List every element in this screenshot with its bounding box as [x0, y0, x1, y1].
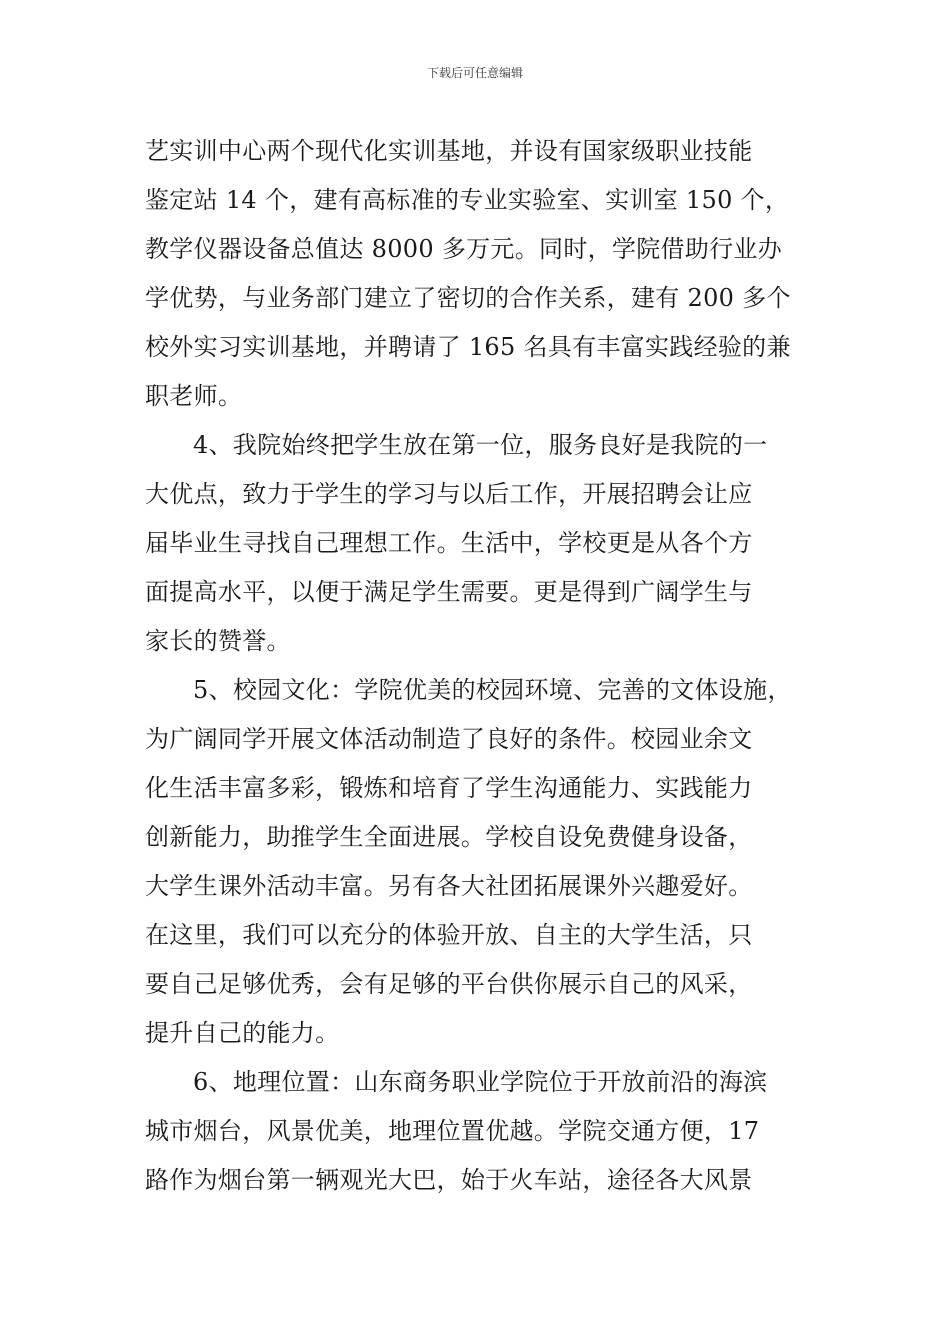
page-header: 下载后可任意编辑	[426, 66, 523, 80]
paragraph-first-line: 6、地理位置：山东商务职业学院位于开放前沿的海滨	[193, 1068, 768, 1096]
text-line: 城市烟台，风景优美，地理位置优越。学院交通方便，17	[145, 1117, 760, 1145]
text-line: 教学仪器设备总值达 8000 多万元。同时，学院借助行业办	[145, 235, 783, 263]
text-line: 艺实训中心两个现代化实训基地，并设有国家级职业技能	[145, 137, 753, 165]
text-line: 为广阔同学开展文体活动制造了良好的条件。校园业余文	[145, 725, 753, 753]
text-line: 学优势，与业务部门建立了密切的合作关系，建有 200 多个	[145, 284, 791, 312]
text-line: 鉴定站 14 个，建有高标准的专业实验室、实训室 150 个，	[145, 186, 790, 214]
text-line: 职老师。	[145, 382, 243, 410]
paragraph-first-line: 4、我院始终把学生放在第一位，服务良好是我院的一	[193, 431, 768, 459]
paragraph-first-line: 5、校园文化：学院优美的校园环境、完善的文体设施，	[193, 676, 792, 704]
text-line: 提升自己的能力。	[145, 1019, 340, 1047]
text-line: 创新能力，助推学生全面进展。学校自设免费健身设备，	[145, 823, 753, 851]
text-line: 路作为烟台第一辆观光大巴，始于火车站，途径各大风景	[145, 1166, 753, 1194]
text-line: 在这里，我们可以充分的体验开放、自主的大学生活，只	[145, 921, 753, 949]
text-line: 届毕业生寻找自己理想工作。生活中，学校更是从各个方	[145, 529, 753, 557]
text-line: 面提高水平，以便于满足学生需要。更是得到广阔学生与	[145, 578, 753, 606]
text-line: 校外实习实训基地，并聘请了 165 名具有丰富实践经验的兼	[145, 333, 791, 361]
text-line: 大学生课外活动丰富。另有各大社团拓展课外兴趣爱好。	[145, 872, 753, 900]
text-line: 要自己足够优秀，会有足够的平台供你展示自己的风采，	[145, 970, 753, 998]
text-line: 化生活丰富多彩，锻炼和培育了学生沟通能力、实践能力	[145, 774, 753, 802]
document-body	[145, 127, 830, 1205]
text-line: 家长的赞誉。	[145, 627, 291, 655]
text-line: 大优点，致力于学生的学习与以后工作，开展招聘会让应	[145, 480, 753, 508]
